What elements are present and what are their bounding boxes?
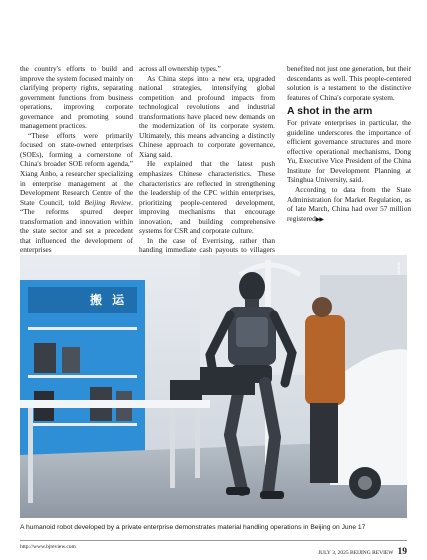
paragraph: benefited not just one generation, but their descendants as well. This people-centered solution is a testament to the distinctive features of China's corporate system.	[287, 64, 411, 102]
shelf-sign-text: 搬 运	[90, 293, 128, 307]
article-column-2	[139, 64, 275, 284]
issue-date: JULY 3, 2025 BEIJING REVIEW	[318, 550, 394, 556]
footer-url-link[interactable]: http://www.bjreview.com	[20, 544, 76, 550]
continue-arrow-icon: ▶▶	[315, 215, 324, 223]
article-column-1	[20, 64, 133, 255]
section-heading: A shot in the arm	[287, 105, 373, 118]
photo-caption: A humanoid robot developed by a private enterprise demonstrates material handling operations in Beijing on June 17	[20, 524, 366, 531]
publication-name: Beijing Review	[84, 197, 132, 207]
paragraph	[287, 185, 411, 224]
carried-box	[200, 367, 255, 395]
paragraph-text: According to data from the State Administration for Market Regulation, as of late March, China had over 57 million registered	[287, 185, 411, 223]
news-photo	[20, 255, 407, 518]
paragraph: the country's efforts to build and improve the system focused mainly on clarifying property rights, separating government functions from business operations, improving corporate governance and promoting sound management practices.	[20, 64, 133, 131]
paragraph	[20, 131, 133, 255]
photo-credit: XINHUA	[397, 262, 401, 276]
page-number: 19	[397, 547, 407, 557]
footer-issue-info	[318, 541, 407, 559]
paragraph: across all ownership types.”	[139, 64, 221, 73]
paragraph: For private enterprises in particular, the guideline underscores the importance of efficient governance structures and more effective operational mechanisms, Dong Yu, Executive Vice President of the China Institute for Development Planning at Tsinghua University, said.	[287, 118, 411, 185]
paragraph: In the case of Everrising, rather than handing immediate cash payouts to villagers	[139, 235, 275, 255]
paragraph-text: “These efforts were primarily focused on state-owned enterprises (SOEs), forming a cornerstone of China's broader SOE reform agenda,” Xiang Anbo, a researcher specializing in enterprise management at the Development Research Centre of the State Council, told	[20, 130, 133, 207]
humanoid-robot-photo	[20, 255, 407, 518]
paragraph: He explained that the latest push emphasizes Chinese characteristics. These characteristics are reflected in strengthening the leadership of the CPC within enterprises, prioritizing people-centered development, improving mechanisms that encourage innovation, and building comprehensive systems for CSR and corporate culture.	[139, 159, 275, 236]
paragraph-text: . “The reforms spurred deeper transformation and innovation within the state sector and set a precedent that influenced the development of enterprises	[20, 197, 133, 255]
article-column-3	[287, 64, 411, 224]
paragraph: As China steps into a new era, upgraded national strategies, intensifying global competition and profound impacts from technological revolutions and industrial transformations have placed new demands on the modernization of its corporate system. Ultimately, this means advancing a distinctly Chinese approach to corporate governance, Xiang said.	[139, 73, 275, 159]
